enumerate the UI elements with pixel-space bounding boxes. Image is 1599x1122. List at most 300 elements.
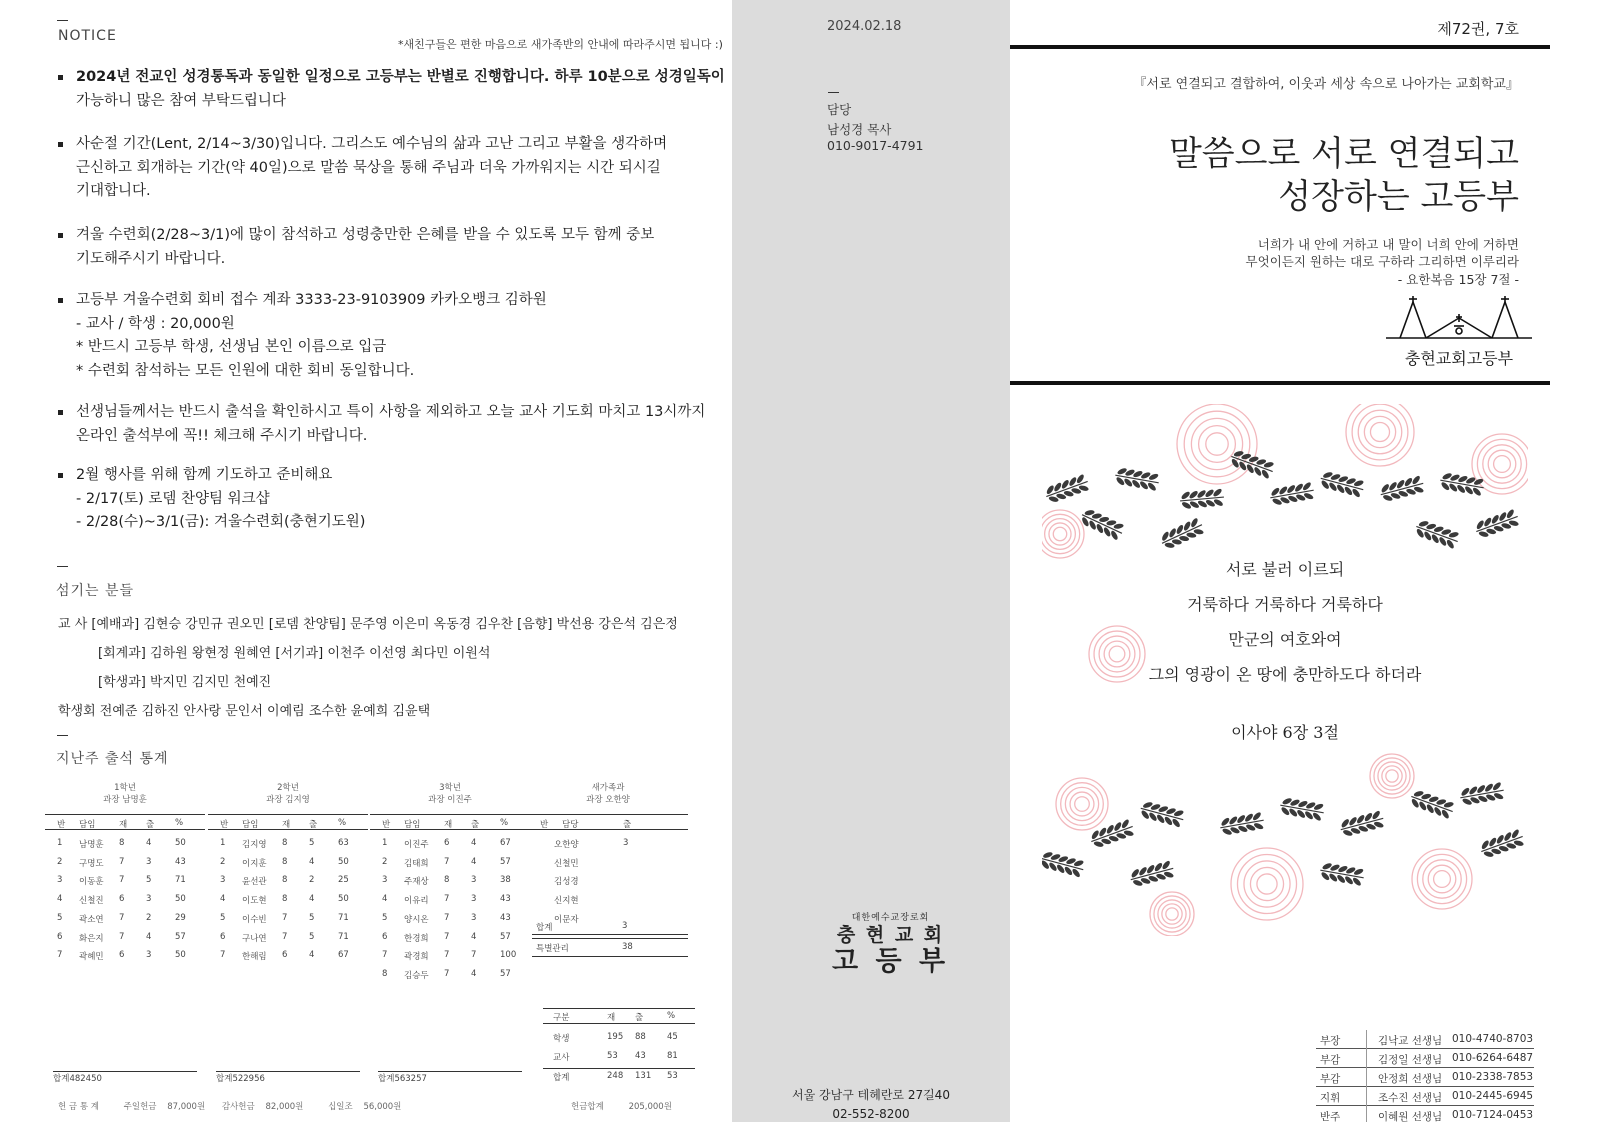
pastor-phone: 010-9017-4791 [827,138,924,153]
table-cell: 화은지 [79,933,104,944]
total-cell: 29 [243,1074,255,1084]
table-cell: 7 [471,950,477,961]
column-header: 담임 [404,820,421,830]
table-cell: 8 [282,875,288,886]
total-cell: 52 [232,1074,244,1084]
table-cell: 50 [338,856,349,867]
summary-label: 합계 [536,923,553,933]
column-header: 반 [382,820,391,830]
totals-header [543,1008,695,1024]
notice-line: * 반드시 고등부 학생, 선생님 본인 이름으로 입금 [76,339,387,355]
teacher-list: 교 사 [예배과] 김현승 강민규 권오민 [로뎀 찬양팀] 문주영 이은미 옥동경 김우찬 [음향] 박선용 강은석 김은정 [58,617,678,632]
notice-line: 가능하니 많은 참여 부탁드립니다 [76,92,286,109]
column-header: 재 [119,820,128,830]
notice-line: - 2/17(토) 로뎀 찬양팀 워크샵 [76,490,270,507]
table-cell: 주재상 [404,877,429,888]
table-cell: 7 [282,931,288,942]
leaf-sprig [1088,817,1136,851]
table-cell: 50 [338,894,349,905]
rose-petal [1231,848,1303,920]
table-cell: 한경희 [404,933,429,944]
bulletin-cover [1010,0,1599,1122]
notice-line: - 교사 / 학생 : 20,000원 [76,315,235,332]
table-cell: 5 [57,912,63,923]
leaf-sprig [1473,507,1521,541]
table-cell: 43 [500,912,511,923]
leaf-sprig [1319,860,1366,887]
headline-line: 성장하는 고등부 [1278,177,1519,217]
table-total-row [378,1071,522,1087]
table-cell: 2 [57,856,63,867]
table-cell: 71 [175,875,186,886]
table-cell: 6 [119,894,125,905]
table-cell: 4 [309,894,315,905]
table-cell: 57 [500,968,511,979]
divider [57,735,68,736]
table-cell: 7 [444,894,450,905]
table-cell: 신철진 [79,896,104,907]
table-cell: 남명훈 [79,840,104,850]
notice-line: 2024년 전교인 성경통독과 동일한 일정으로 고등부는 반별로 진행합니다. 하루 10분으로 성경일독이 [76,69,725,85]
totals-row [543,1068,695,1086]
poem-line: 서로 불러 이르되 [1225,560,1345,579]
divider [1366,1087,1367,1106]
column-header: 담임 [79,820,96,830]
total-cell: 50 [91,1074,102,1084]
leaf-sprig [1478,827,1526,861]
headline-line: 말씀으로 서로 연결되고 [1168,134,1519,174]
table-cell: 6 [282,950,288,961]
table-cell: 43 [635,1051,646,1061]
table-cell: 3 [146,894,152,905]
leaf-sprig [1158,516,1206,552]
notice-line: 고등부 겨울수련회 회비 접수 계좌 3333-23-9103909 카카오뱅크 김하원 [76,292,547,308]
rose-petal [1382,766,1402,786]
table-cell: 이문자 [554,914,579,925]
divider [828,92,839,93]
table-header [45,814,205,830]
notice-line: 2월 행사를 위해 함께 기도하고 준비해요 [76,467,333,483]
table-cell: 오한양 [554,840,579,850]
table-cell: 38 [500,875,511,886]
staff-role: 부감 [1320,1054,1341,1066]
rose-petal [1250,867,1283,900]
total-cell: 32 [405,1074,417,1084]
bullet-square-icon [58,75,63,80]
table-cell: 5 [309,838,315,848]
poem-line: 그의 영광이 온 땅에 충만하도다 하더라 [1148,665,1422,684]
table-cell: 3 [382,875,388,886]
leaf-sprig [1338,809,1386,839]
rose-petal [1154,896,1190,932]
bulletin-inside-page [0,0,732,1122]
table-cell: 김지영 [242,840,267,850]
staff-row [1316,1030,1534,1049]
table-cell: 곽경희 [404,952,429,963]
table-cell: 57 [175,931,186,942]
divider [1366,1106,1367,1122]
table-cell: 이지훈 [242,858,267,869]
attendance-table [370,782,530,981]
leaf-sprig [1138,799,1186,829]
table-cell: 50 [175,838,186,848]
table-cell: 71 [338,912,349,923]
new-friend-hint: *새친구들은 편한 마음으로 새가족반의 안내에 따라주시면 됩니다 :) [398,38,723,51]
column-header: % [338,818,347,828]
table-cell: 4 [471,931,477,942]
staff-role: 부장 [1320,1035,1341,1047]
pastor-name: 남성경 목사 [827,122,892,137]
leaf-sprig [1413,517,1461,551]
table-cell: 8 [282,838,288,848]
rose-petal [1386,770,1398,782]
divider [1010,381,1550,385]
rose-petal [1199,426,1236,463]
table-cell: 4 [471,838,477,848]
attendance-table [45,782,205,963]
column-header: 출 [623,820,632,830]
motto: 『서로 연결되고 결합하여, 이웃과 세상 속으로 나아가는 교회학교』 [1133,77,1519,92]
table-cell: 한해림 [242,952,267,963]
divider [57,566,68,567]
column-header: 재 [607,1013,616,1023]
leaf-sprig [1459,780,1506,807]
bullet-square-icon [58,298,63,303]
column-header: 담임 [242,820,259,830]
bible-verse [1246,236,1519,270]
table-cell: 1 [57,838,63,848]
divider [1366,1030,1367,1049]
table-cell: 6 [382,931,388,942]
rose-petal [1346,404,1414,466]
table-cell: 합계 [553,1073,570,1083]
attendance-table [528,782,688,954]
rose-petal [1494,456,1511,473]
table-header [208,814,368,830]
rose-petal [1056,778,1108,830]
logo-text: 충현교회고등부 [1404,349,1514,368]
table-cell: 이유리 [404,896,429,907]
table-cell: 5 [220,912,226,923]
table-cell: 8 [444,875,450,886]
table-cell: 학생 [553,1034,570,1044]
staff-row [1316,1049,1534,1068]
staff-name: 조수진 선생님 [1378,1092,1443,1104]
total-cell: 57 [416,1074,427,1084]
teacher-list: [회계과] 김하원 왕현정 원혜연 [서기과] 이천주 이선영 최다민 이원석 [98,646,491,661]
total-cell: 56 [254,1074,265,1084]
notice-line: 온라인 출석부에 꼭!! 체크해 주시기 바랍니다. [76,427,368,444]
servers-title: 섬기는 분들 [56,583,135,599]
leaf-sprig [1318,469,1366,499]
verse-line: 너희가 내 안에 거하고 내 말이 너희 안에 거하면 [1257,237,1519,252]
table-cell: 8 [119,838,125,848]
rose-petal [1472,434,1528,494]
offering-total-value: 205,000원 [628,1102,672,1112]
table-cell: 구명도 [79,858,104,869]
rose-petal [1374,758,1410,794]
rose-petal [1150,892,1194,936]
table-cell: 29 [175,912,186,923]
divider [532,934,688,935]
rose-petal [1370,422,1389,441]
offering-stats [58,1100,401,1112]
staff-role: 반주 [1320,1111,1341,1122]
notice-line: 선생님들께서는 반드시 출석을 확인하시고 특이 사항을 제외하고 오늘 교사 기도회 마치고 13시까지 [76,404,706,420]
table-cell: 5 [382,912,388,923]
table-cell: 2 [220,856,226,867]
total-cell: 합계 [53,1074,70,1084]
bullet-square-icon [58,142,63,147]
total-cell: 합계 [216,1074,233,1084]
church-building-icon [1386,296,1532,342]
totals-row [543,1049,695,1067]
offering-label: 헌 금 통 계 [58,1102,99,1112]
table-cell: 3 [57,875,63,886]
table-cell: 윤선관 [242,877,267,888]
leader-label: 과장 김지영 [266,795,310,805]
verse-reference: - 요한복음 15장 7절 - [1397,272,1519,287]
staff-name: 김정일 선생님 [1378,1054,1443,1066]
table-cell: 3 [623,838,629,848]
table-cell: 신철민 [554,858,579,869]
table-cell: 3 [146,856,152,867]
summary-value: 3 [622,921,628,931]
divider [57,20,68,21]
table-cell: 4 [220,894,226,905]
summary-row [532,938,688,956]
church-name: 충 현 교 회 [836,924,945,946]
rose-petal [1428,865,1456,893]
table-cell: 8 [382,968,388,979]
table-cell: 김승두 [404,970,429,981]
table-cell: 7 [119,931,125,942]
table-cell: 구나연 [242,933,267,944]
divider [532,956,688,957]
table-cell: 2 [309,875,315,886]
column-header: 반 [220,820,229,830]
column-header: 출 [635,1013,644,1023]
table-cell: 25 [338,875,349,886]
leader-label: 과장 이진주 [428,795,472,805]
attendance-title: 지난주 출석 통계 [56,751,169,767]
table-cell: 이도현 [242,896,267,907]
table-cell: 71 [338,931,349,942]
notice-line: - 2/28(수)~3/1(금): 겨울수련회(충현기도원) [76,514,366,530]
leaf-sprig [1128,859,1176,889]
notice-line: 기도해주시기 바랍니다. [76,250,226,267]
leaf-sprig [1043,472,1091,506]
table-cell: 8 [282,856,288,867]
table-cell: 3 [146,950,152,961]
staff-phone: 010-2338-7853 [1452,1071,1534,1083]
offering-value: 87,000원 [167,1102,206,1112]
rose-petal [1070,792,1094,816]
table-cell: 신지현 [554,896,579,907]
table-cell: 248 [607,1071,624,1081]
leaf-sprig [1179,487,1225,510]
leaf-sprig [1279,795,1326,822]
table-cell: 7 [220,950,226,961]
table-cell: 4 [146,838,152,848]
flower-illustration-card [1042,404,1528,936]
rose-petal [1206,433,1228,455]
table-cell: 곽혜민 [79,952,104,963]
rose-petal [1177,404,1257,484]
table-cell: 곽소연 [79,914,104,925]
rose-petal [1434,871,1451,888]
summary-label: 특별관리 [536,944,569,954]
staff-name: 김낙교 선생님 [1378,1035,1443,1047]
grade-label: 2학년 [277,783,299,793]
table-cell: 7 [444,856,450,867]
table-cell: 4 [309,856,315,867]
total-cell: 56 [394,1074,406,1084]
staff-name: 이혜원 선생님 [1378,1111,1443,1122]
table-cell: 67 [338,950,349,961]
table-header [528,814,688,830]
column-header: 재 [282,820,291,830]
table-total-row [53,1071,197,1087]
table-cell: 43 [175,856,186,867]
table-cell: 7 [119,875,125,886]
table-cell: 4 [57,894,63,905]
table-cell: 7 [119,912,125,923]
table-cell: 3 [471,894,477,905]
attendance-table [208,782,368,963]
leaf-sprig [1219,810,1266,837]
staff-role: 부감 [1320,1073,1341,1085]
bullet-square-icon [58,410,63,415]
volume-number: 제72권, 7호 [1437,20,1519,38]
column-header: 담당 [562,820,579,830]
table-cell: 4 [471,968,477,979]
poem-line: 거룩하다 거룩하다 거룩하다 [1187,595,1383,614]
staff-phone: 010-7124-0453 [1452,1109,1534,1121]
rose-petal [1370,754,1414,798]
table-cell: 3 [471,912,477,923]
table-cell: 6 [119,950,125,961]
column-header: 출 [146,820,155,830]
table-cell: 5 [309,931,315,942]
column-header: 출 [309,820,318,830]
column-header: 출 [471,820,480,830]
table-cell: 50 [175,950,186,961]
teacher-list: [학생과] 박지민 김지민 천예진 [98,675,272,690]
student-council-list: 학생회 전예준 김하진 안사랑 문인서 이예림 조수한 윤예희 김윤택 [58,704,431,719]
church-tel: 02-552-8200 [832,1107,910,1121]
table-cell: 6 [220,931,226,942]
leader-label: 과장 오한양 [586,795,630,805]
totals-row [543,1030,695,1048]
column-header: % [500,818,509,828]
table-cell: 7 [282,912,288,923]
table-cell: 63 [338,838,349,848]
rose-petal [1488,450,1516,478]
total-cell: 24 [80,1074,92,1084]
table-cell: 57 [500,931,511,942]
column-header: 재 [444,820,453,830]
table-cell: 6 [57,931,63,942]
rose-petal [1257,874,1277,894]
table-cell: 7 [444,912,450,923]
bulletin-spine [732,0,1010,1122]
leaf-sprig [1378,474,1426,504]
table-cell: 이수빈 [242,914,267,925]
leaf-sprig [1439,470,1486,497]
rose-petal [1412,849,1472,909]
rose-petal [1166,908,1178,920]
divider [1010,45,1550,49]
table-cell: 7 [444,931,450,942]
table-cell: 7 [382,950,388,961]
column-header: 구분 [553,1013,570,1023]
table-cell: 교사 [553,1053,570,1063]
table-cell: 7 [444,968,450,979]
church-logo [1386,296,1532,369]
rose-petal [1184,411,1250,477]
leaf-sprig [1228,447,1276,481]
table-cell: 4 [146,931,152,942]
staff-row [1316,1087,1534,1106]
table-cell: 7 [119,856,125,867]
church-address: 서울 강남구 테헤란로 27길40 [792,1088,950,1102]
offering-item: 주일헌금 [123,1102,157,1112]
table-cell: 131 [635,1071,652,1081]
grade-label: 1학년 [114,783,136,793]
table-cell: 8 [282,894,288,905]
column-header: 반 [57,820,66,830]
table-cell: 1 [382,838,388,848]
offering-value: 82,000원 [265,1102,304,1112]
table-cell: 1 [220,838,226,848]
rose-petal [1417,854,1466,903]
staff-role: 지휘 [1320,1092,1341,1104]
table-cell: 45 [667,1032,678,1042]
table-cell: 7 [444,950,450,961]
table-cell: 57 [500,856,511,867]
column-header: % [175,818,184,828]
divider [1366,1068,1367,1087]
summary-value: 38 [622,942,633,952]
rose-petal [1477,439,1526,488]
table-cell: 3 [220,875,226,886]
verse-line: 무엇이든지 원하는 대로 구하라 그리하면 이루리라 [1245,254,1519,269]
table-cell: 김태희 [404,858,429,869]
rose-petal [1053,527,1066,540]
notice-line: * 수련회 참석하는 모든 인원에 대한 회비 동일합니다. [76,362,415,379]
table-cell: 6 [444,838,450,848]
offering-item: 십일조 [328,1102,353,1112]
church-logo-text [832,910,949,977]
department-name: 고 등 부 [832,946,950,977]
table-cell: 2 [382,856,388,867]
table-cell: 4 [471,856,477,867]
staff-row [1316,1106,1534,1122]
rose-petal [1042,510,1084,558]
table-header [370,814,530,830]
notice-title: NOTICE [58,28,117,44]
rose-petal [1352,404,1408,460]
leaf-sprig [1078,506,1126,542]
bullet-square-icon [58,233,63,238]
table-cell: 53 [607,1051,618,1061]
poem-line: 만군의 여호와여 [1228,630,1342,649]
offering-item: 감사헌금 [221,1102,255,1112]
staff-phone: 010-6264-6487 [1452,1052,1534,1064]
leaf-sprig [1042,849,1086,879]
table-cell: 5 [146,875,152,886]
